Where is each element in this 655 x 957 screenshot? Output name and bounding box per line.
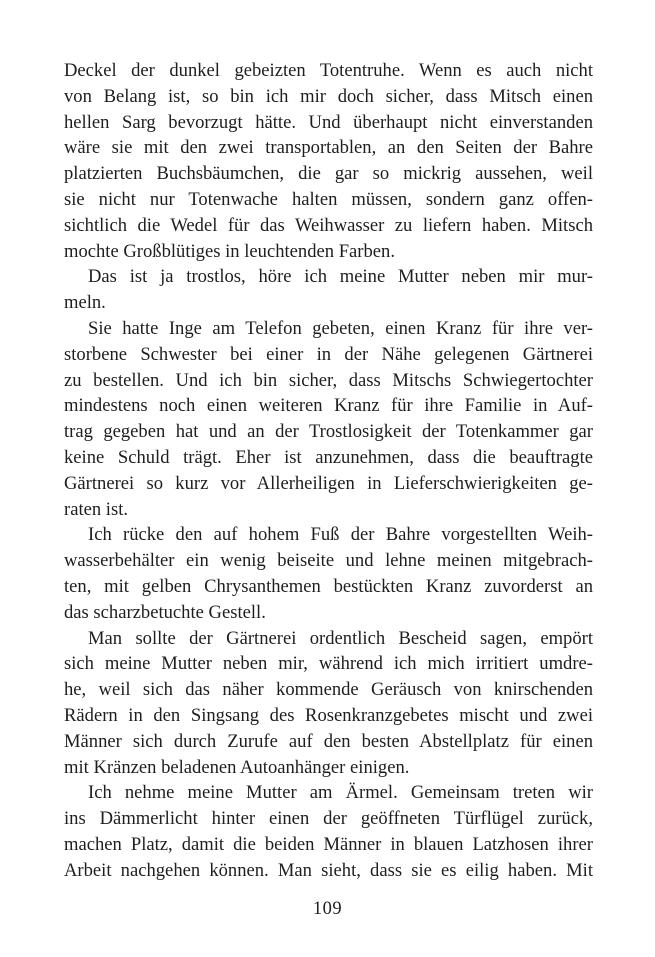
text-line: sich meine Mutter neben mir, während ich mich irritiert umdre- — [64, 653, 593, 675]
text-line: sie nicht nur Totenwache halten müssen, sondern ganz offen- — [64, 188, 593, 210]
text-line: storbene Schwester bei einer in der Nähe gelegenen Gärtnerei — [64, 343, 593, 365]
paragraph — [64, 780, 593, 883]
text-line: mit Kränzen beladenen Autoanhänger einigen. — [64, 756, 410, 778]
text-line: raten ist. — [64, 498, 129, 520]
text-line: Arbeit nachgehen können. Man sieht, dass sie es eilig haben. Mit — [64, 859, 593, 881]
text-line: wasserbehälter ein wenig beiseite und lehne meinen mitgebrach- — [64, 550, 593, 572]
text-line: Man sollte der Gärtnerei ordentlich Bescheid sagen, empört — [88, 627, 593, 649]
text-line: mindestens noch einen weiteren Kranz für ihre Familie in Auf- — [64, 395, 593, 417]
text-line: Ich nehme meine Mutter am Ärmel. Gemeinsam treten wir — [88, 782, 593, 804]
paragraph — [64, 316, 593, 522]
text-line: Sie hatte Inge am Telefon gebeten, einen Kranz für ihre ver- — [88, 317, 593, 339]
text-line: Männer sich durch Zurufe auf den besten Abstellplatz für einen — [64, 730, 593, 752]
text-line: sichtlich die Wedel für das Weihwasser zu liefern haben. Mitsch — [64, 214, 593, 236]
paragraph — [64, 264, 593, 316]
paragraph — [64, 626, 593, 781]
paragraph — [64, 58, 593, 264]
text-line: Rädern in den Singsang des Rosenkranzgebetes mischt und zwei — [64, 704, 593, 726]
text-line: machen Platz, damit die beiden Männer in blauen Latzhosen ihrer — [64, 833, 593, 855]
text-line: wäre sie mit den zwei transportablen, an den Seiten der Bahre — [64, 137, 593, 159]
text-line: Gärtnerei so kurz vor Allerheiligen in Lieferschwierigkeiten ge- — [64, 472, 593, 494]
text-line: von Belang ist, so bin ich mir doch sicher, dass Mitsch einen — [64, 85, 593, 107]
text-line: he, weil sich das näher kommende Geräusch von knirschenden — [64, 679, 593, 701]
text-line: Ich rücke den auf hohem Fuß der Bahre vorgestellten Weih- — [88, 524, 593, 546]
text-line: keine Schuld trägt. Eher ist anzunehmen, dass die beauftragte — [64, 446, 593, 468]
text-line: meln. — [64, 292, 106, 314]
paragraph — [64, 522, 593, 625]
text-line: ten, mit gelben Chrysanthemen bestückten Kranz zuvorderst an — [64, 575, 593, 597]
text-line: trag gegeben hat und an der Trostlosigkeit der Totenkammer gar — [64, 421, 593, 443]
text-line: hellen Sarg bevorzugt hätte. Und überhaupt nicht einverstanden — [64, 111, 593, 133]
page-number: 109 — [312, 899, 343, 919]
text-line: mochte Großblütiges in leuchtenden Farben. — [64, 240, 395, 262]
text-line: Das ist ja trostlos, höre ich meine Mutter neben mir mur- — [88, 266, 593, 288]
text-line: Deckel der dunkel gebeizten Totentruhe. Wenn es auch nicht — [64, 60, 593, 81]
text-line: zu bestellen. Und ich bin sicher, dass Mitschs Schwiegertochter — [64, 369, 593, 391]
text-line: ins Dämmerlicht hinter einen der geöffneten Türflügel zurück, — [64, 808, 593, 830]
text-line: platzierten Buchsbäumchen, die gar so mickrig aussehen, weil — [64, 163, 593, 185]
text-block — [64, 58, 593, 884]
text-line: das scharzbetuchte Gestell. — [64, 601, 266, 623]
